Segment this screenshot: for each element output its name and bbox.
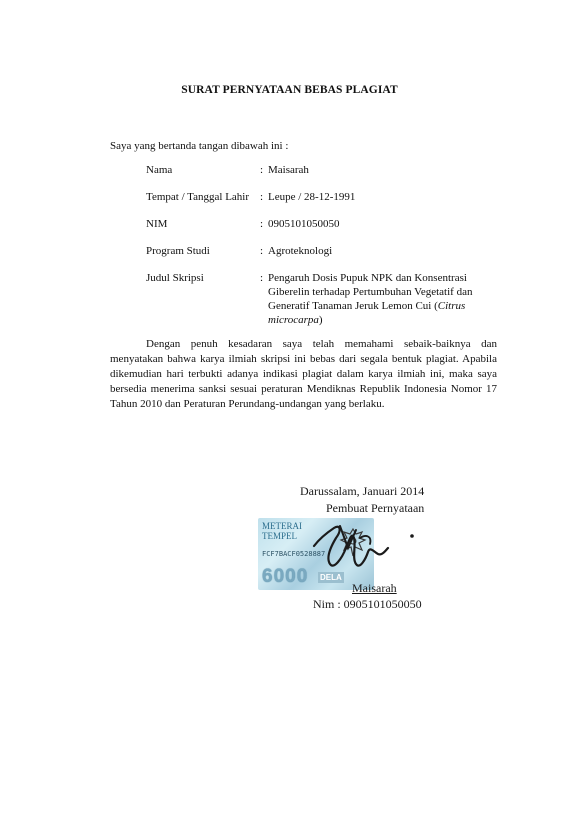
statement-paragraph: Dengan penuh kesadaran saya telah memahami sebaik-baiknya dan menyatakan bahwa karya ilmiah skripsi ini bebas dari segala bentuk plagiat. Apabila dikemudian hari terbukti adanya indikasi plagiat dalam karya ilmiah ini, maka saya bersedia menerima sanksi sesuai peraturan Mendiknas Republik Indonesia Nomor 17 Tahun 2010 dan Peraturan Perundang-undangan yang berlaku. (110, 338, 497, 410)
intro-text: Saya yang bertanda tangan dibawah ini : (110, 140, 289, 152)
place-date: Darussalam, Januari 2014 (300, 484, 425, 498)
stamp-line-2: TEMPEL (262, 531, 297, 541)
stamp-value: 6000 (262, 566, 309, 587)
field-label: Judul Skripsi (146, 272, 204, 284)
field-colon: : (260, 164, 264, 176)
field-judul-skripsi (146, 271, 546, 331)
field-label: Program Studi (146, 245, 210, 257)
stamp-line-1: METERAI (262, 521, 302, 531)
stamp-code: FCF7BACF0528887 (262, 550, 326, 558)
field-colon: : (260, 272, 264, 284)
field-label: Tempat / Tanggal Lahir (146, 191, 250, 203)
field-colon: : (260, 191, 264, 203)
field-value: Agroteknologi (268, 245, 333, 257)
document-title: SURAT PERNYATAAN BEBAS PLAGIAT (181, 84, 398, 96)
thesis-title-end: ) (318, 314, 323, 326)
field-colon: : (260, 218, 264, 230)
field-value: Leupe / 28-12-1991 (268, 191, 356, 203)
signer-nim: Nim : 0905101050050 (313, 597, 422, 611)
thesis-title-italic: Citrus microcarpa (268, 300, 466, 326)
field-program-studi (146, 244, 546, 258)
stamp-badge: DELA (320, 573, 342, 582)
field-value: Maisarah (268, 164, 309, 176)
field-colon: : (260, 245, 264, 257)
field-tempat-tanggal-lahir (146, 190, 546, 204)
field-label: NIM (146, 218, 168, 230)
signer-role: Pembuat Pernyataan (326, 501, 425, 515)
signer-name: Maisarah (352, 581, 397, 595)
field-value: 0905101050050 (268, 218, 340, 230)
field-nama (146, 163, 546, 177)
field-value (268, 271, 493, 327)
thesis-title-text: Pengaruh Dosis Pupuk NPK dan Konsentrasi Giberelin terhadap Pertumbuhan Vegetatif dan Generatif Tanaman Jeruk Lemon Cui ( (268, 272, 473, 312)
field-nim (146, 217, 546, 231)
field-label: Nama (146, 164, 173, 176)
handwritten-signature (296, 508, 426, 588)
